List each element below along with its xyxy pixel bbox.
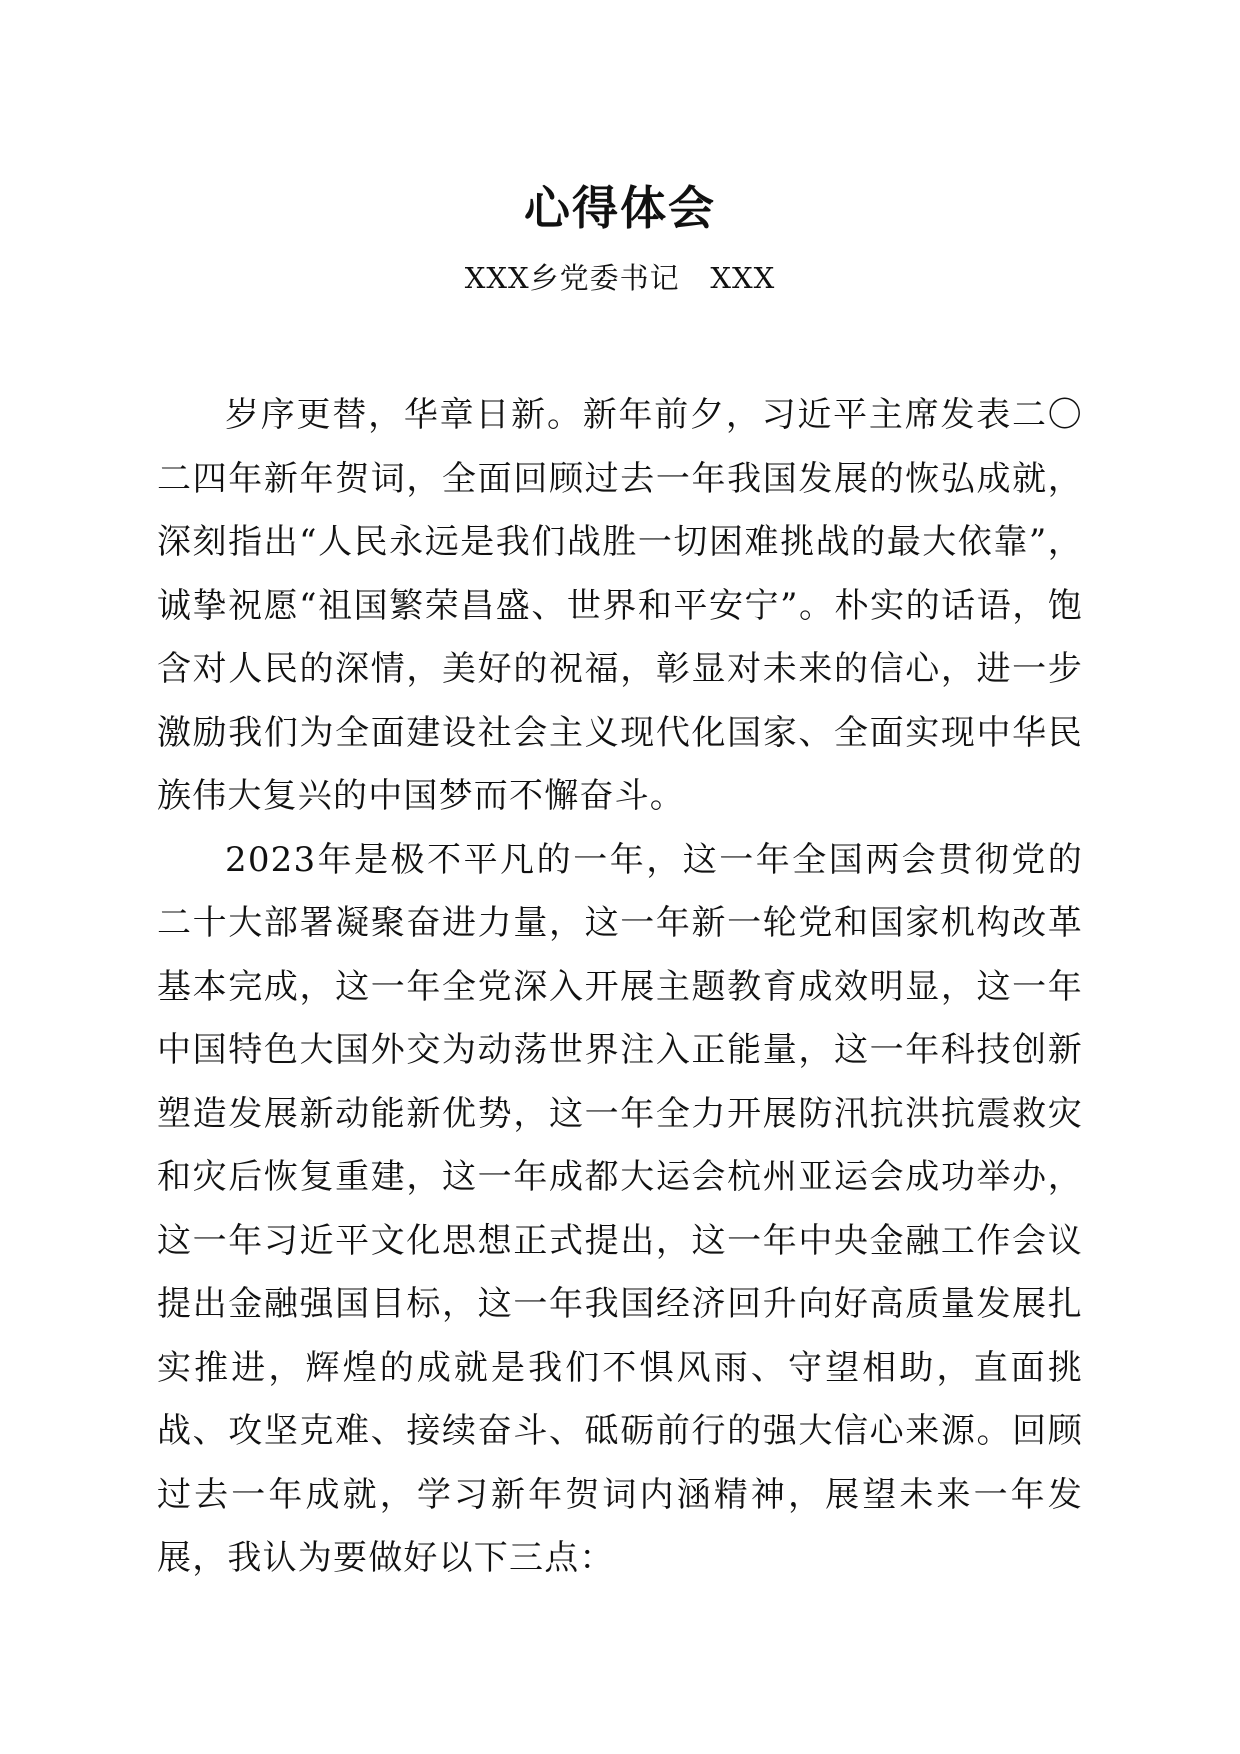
document-byline: XXX乡党委书记 XXX (464, 261, 776, 295)
document-title: 心得体会 (524, 181, 716, 235)
body-paragraph: 岁序更替，华章日新。新年前夕，习近平主席发表二〇二四年新年贺词，全面回顾过去一年我国发展的恢弘成就，深刻指出“人民永远是我们战胜一切困难挑战的最大依靠”，诚挚祝愿“祖国繁荣昌盛、世界和平安宁”。朴实的话语，饱含对人民的深情，美好的祝福，彰显对未来的信心，进一步激励我们为全面建设社会主义现代化国家、全面实现中华民族伟大复兴的中国梦而不懈奋斗。 (157, 395, 1083, 816)
body-paragraph: 2023年是极不平凡的一年，这一年全国两会贯彻党的二十大部署凝聚奋进力量，这一年新一轮党和国家机构改革基本完成，这一年全党深入开展主题教育成效明显，这一年中国特色大国外交为动荡世界注入正能量，这一年科技创新塑造发展新动能新优势，这一年全力开展防汛抗洪抗震救灾和灾后恢复重建，这一年成都大运会杭州亚运会成功举办，这一年习近平文化思想正式提出，这一年中央金融工作会议提出金融强国目标，这一年我国经济回升向好高质量发展扎实推进，辉煌的成就是我们不惧风雨、守望相助，直面挑战、攻坚克难、接续奋斗、砥砺前行的强大信心来源。回顾过去一年成就，学习新年贺词内涵精神，展望未来一年发展，我认为要做好以下三点： (157, 839, 1083, 1578)
document-body (157, 384, 1083, 1591)
